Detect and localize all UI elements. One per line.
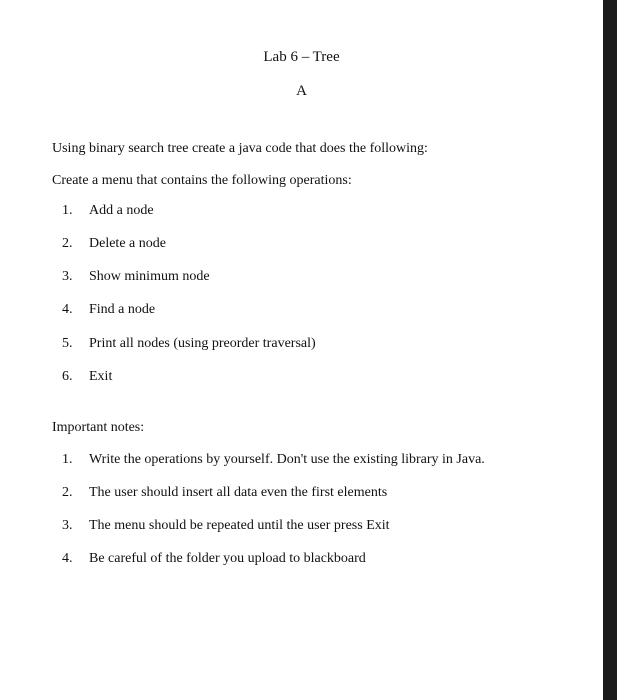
operation-number: 5. [62, 336, 73, 351]
operation-item [62, 203, 154, 219]
notes-heading: Important notes: [52, 420, 145, 435]
operation-text: Add a node [89, 203, 154, 218]
section-label: A [296, 83, 307, 99]
note-item [62, 551, 366, 567]
note-text: Write the operations by yourself. Don't use the existing library in Java. [89, 452, 485, 467]
note-item [62, 485, 387, 501]
note-number: 1. [62, 452, 73, 467]
dark-edge-strip [603, 0, 617, 700]
operation-text: Exit [89, 369, 113, 384]
note-text: The menu should be repeated until the user press Exit [89, 518, 390, 533]
operation-item [62, 369, 112, 385]
note-number: 4. [62, 551, 73, 566]
operation-text: Delete a node [89, 236, 166, 251]
operation-number: 6. [62, 369, 73, 384]
note-number: 2. [62, 485, 73, 500]
note-number: 3. [62, 518, 73, 533]
operation-text: Show minimum node [89, 269, 210, 284]
intro-paragraph: Using binary search tree create a java code that does the following: [52, 141, 428, 156]
note-text: Be careful of the folder you upload to blackboard [89, 551, 366, 566]
document-title: Lab 6 – Tree [263, 49, 340, 65]
operation-item [62, 336, 316, 352]
operation-text: Print all nodes (using preorder traversal) [89, 336, 316, 351]
menu-heading: Create a menu that contains the following operations: [52, 173, 352, 188]
operation-number: 3. [62, 269, 73, 284]
operation-number: 4. [62, 302, 73, 317]
operation-item [62, 302, 155, 318]
note-item [62, 518, 390, 534]
operation-text: Find a node [89, 302, 156, 317]
note-item [62, 452, 485, 468]
operation-number: 1. [62, 203, 73, 218]
operation-number: 2. [62, 236, 73, 251]
note-text: The user should insert all data even the first elements [89, 485, 388, 500]
operation-item [62, 269, 210, 285]
operation-item [62, 236, 166, 252]
